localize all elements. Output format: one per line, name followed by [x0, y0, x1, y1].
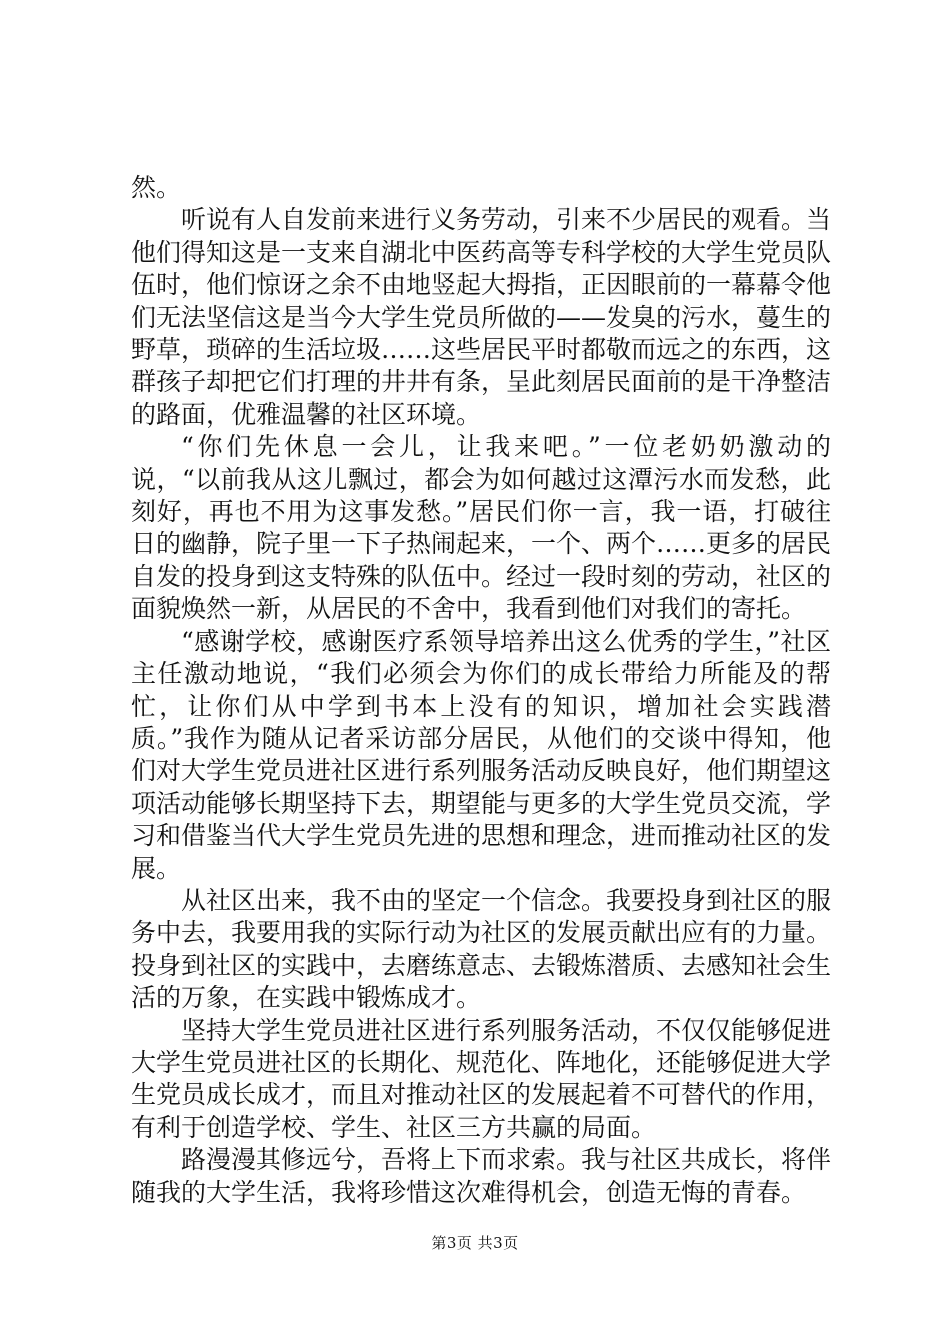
page-number-footer: 第3页 共3页 — [431, 1234, 519, 1252]
paragraph-grandmother-quote: “你们先休息一会儿，让我来吧。”一位老奶奶激动的说，“以前我从这儿飘过，都会为如何越过这潭污水而发愁，此刻好，再也不用为这事发愁。”居民们你一言，我一语，打破往日的幽静，院子里一下子热闹起来，一个、两个……更多的居民自发的投身到这支特殊的队伍中。经过一段时刻的劳动，社区的面貌焕然一新，从居民的不舍中，我看到他们对我们的寄托。 — [131, 432, 832, 624]
paragraph-continuation: 然。 — [131, 173, 182, 202]
paragraph-volunteer-labor: 听说有人自发前来进行义务劳动，引来不少居民的观看。当他们得知这是一支来自湖北中医药高等专科学校的大学生党员队伍时，他们惊讶之余不由地竖起大拇指，正因眼前的一幕幕令他们无法坚信这是当今大学生党员所做的——发臭的污水，蔓生的野草，琐碎的生活垃圾……这些居民平时都敬而远之的东西，这群孩子却把它们打理的井井有条，呈此刻居民面前的是干净整洁的路面，优雅温馨的社区环境。 — [131, 205, 832, 429]
document-body — [131, 172, 831, 1209]
paragraph-significance: 坚持大学生党员进社区进行系列服务活动，不仅仅能够促进大学生党员进社区的长期化、规范化、阵地化，还能够促进大学生党员成长成才，而且对推动社区的发展起着不可替代的作用，有利于创造学校、学生、社区三方共赢的局面。 — [131, 1015, 832, 1142]
paragraph-director-quote: “感谢学校，感谢医疗系领导培养出这么优秀的学生，”社区主任激动地说，“我们必须会为你们的成长带给力所能及的帮忙，让你们从中学到书本上没有的知识，增加社会实践潜质。”我作为随从记者采访部分居民，从他们的交谈中得知，他们对大学生党员进社区进行系列服务活动反映良好，他们期望这项活动能够长期坚持下去，期望能与更多的大学生党员交流，学习和借鉴当代大学生党员先进的思想和理念，进而推动社区的发展。 — [131, 626, 832, 883]
paragraph-belief: 从社区出来，我不由的坚定一个信念。我要投身到社区的服务中去，我要用我的实际行动为社区的发展贡献出应有的力量。投身到社区的实践中，去磨练意志、去锻炼潜质、去感知社会生活的万象，在实践中锻炼成才。 — [131, 885, 832, 1013]
paragraph-closing: 路漫漫其修远兮，吾将上下而求索。我与社区共成长，将伴随我的大学生活，我将珍惜这次难得机会，创造无悔的青春。 — [131, 1145, 832, 1207]
